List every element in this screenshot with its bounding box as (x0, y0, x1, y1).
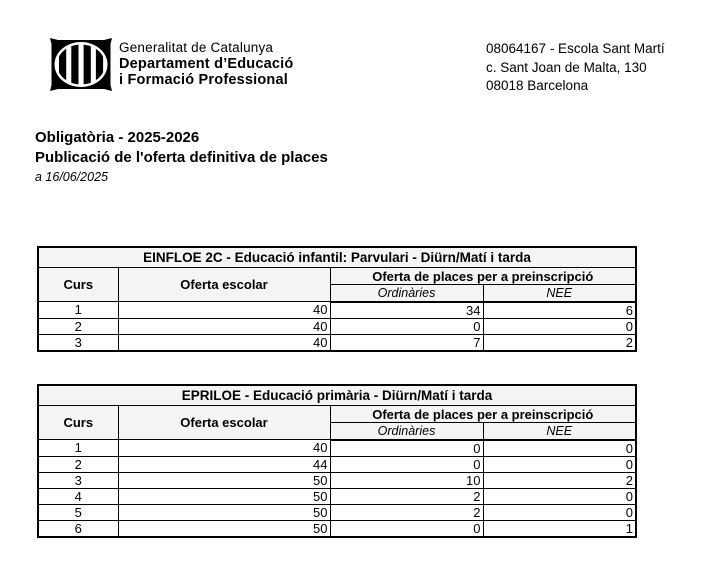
cell-curs: 6 (38, 520, 118, 537)
cell-ordinaries: 10 (330, 472, 483, 488)
school-street: c. Sant Joan de Malta, 130 (486, 59, 647, 75)
school-code-name: 08064167 - Escola Sant Martí (486, 41, 665, 56)
col-header-curs: Curs (38, 268, 118, 302)
cell-oferta: 40 (118, 318, 330, 334)
table-row (38, 318, 636, 334)
table-header-row (38, 268, 636, 285)
table-row (38, 520, 636, 537)
cell-oferta: 50 (118, 488, 330, 504)
col-header-curs: Curs (38, 406, 118, 440)
table-row (38, 504, 636, 520)
cell-oferta: 40 (118, 334, 330, 351)
col-header-oferta-escolar: Oferta escolar (118, 406, 330, 440)
cell-curs: 2 (38, 318, 118, 334)
cell-oferta: 50 (118, 504, 330, 520)
cell-nee: 6 (483, 302, 636, 319)
doc-title-stage: Obligatòria - 2025-2026 (35, 129, 200, 146)
cell-oferta: 40 (118, 440, 330, 457)
org-name-line3: i Formació Professional (119, 72, 288, 88)
cell-curs: 2 (38, 456, 118, 472)
cell-ordinaries: 2 (330, 488, 483, 504)
table-title: EINFLOE 2C - Educació infantil: Parvulari - Diürn/Matí i tarda (38, 247, 636, 268)
cell-oferta: 50 (118, 520, 330, 537)
table-row (38, 488, 636, 504)
table-row (38, 334, 636, 351)
generalitat-senyera-icon (50, 38, 112, 91)
col-header-ordinaries: Ordinàries (330, 285, 483, 302)
table-row (38, 302, 636, 319)
table-row (38, 456, 636, 472)
org-name-line1: Generalitat de Catalunya (119, 40, 274, 55)
doc-date: a 16/06/2025 (35, 170, 108, 184)
cell-nee: 0 (483, 504, 636, 520)
cell-ordinaries: 0 (330, 520, 483, 537)
cell-nee: 2 (483, 334, 636, 351)
cell-curs: 3 (38, 472, 118, 488)
cell-ordinaries: 0 (330, 318, 483, 334)
table-title-row (38, 247, 636, 268)
table-title-row (38, 385, 636, 406)
cell-nee: 0 (483, 488, 636, 504)
table-header-row (38, 406, 636, 423)
cell-nee: 0 (483, 456, 636, 472)
cell-ordinaries: 2 (330, 504, 483, 520)
col-header-ordinaries: Ordinàries (330, 423, 483, 440)
org-header (50, 38, 293, 91)
col-header-preinscripcio-group: Oferta de places per a preinscripció (330, 268, 636, 285)
col-header-preinscripcio-group: Oferta de places per a preinscripció (330, 406, 636, 423)
table-row (38, 440, 636, 457)
offer-table-einfloe (37, 246, 637, 352)
cell-curs: 5 (38, 504, 118, 520)
school-address-block (486, 40, 665, 96)
cell-oferta: 40 (118, 302, 330, 319)
document-titles (35, 128, 328, 186)
cell-ordinaries: 0 (330, 440, 483, 457)
cell-nee: 0 (483, 318, 636, 334)
org-name-line2: Departament d’Educació (119, 56, 294, 72)
col-header-nee: NEE (483, 285, 636, 302)
doc-title-subject: Publicació de l'oferta definitiva de places (35, 149, 328, 166)
col-header-oferta-escolar: Oferta escolar (118, 268, 330, 302)
cell-nee: 1 (483, 520, 636, 537)
table-title: EPRILOE - Educació primària - Diürn/Matí i tarda (38, 385, 636, 406)
offer-table-eprile (37, 384, 637, 538)
cell-ordinaries: 34 (330, 302, 483, 319)
org-name-block (119, 38, 293, 88)
cell-ordinaries: 0 (330, 456, 483, 472)
cell-oferta: 44 (118, 456, 330, 472)
cell-oferta: 50 (118, 472, 330, 488)
table-row (38, 472, 636, 488)
cell-curs: 1 (38, 440, 118, 457)
col-header-nee: NEE (483, 423, 636, 440)
cell-ordinaries: 7 (330, 334, 483, 351)
cell-curs: 1 (38, 302, 118, 319)
school-city: 08018 Barcelona (486, 78, 589, 93)
cell-curs: 4 (38, 488, 118, 504)
cell-nee: 2 (483, 472, 636, 488)
cell-nee: 0 (483, 440, 636, 457)
cell-curs: 3 (38, 334, 118, 351)
